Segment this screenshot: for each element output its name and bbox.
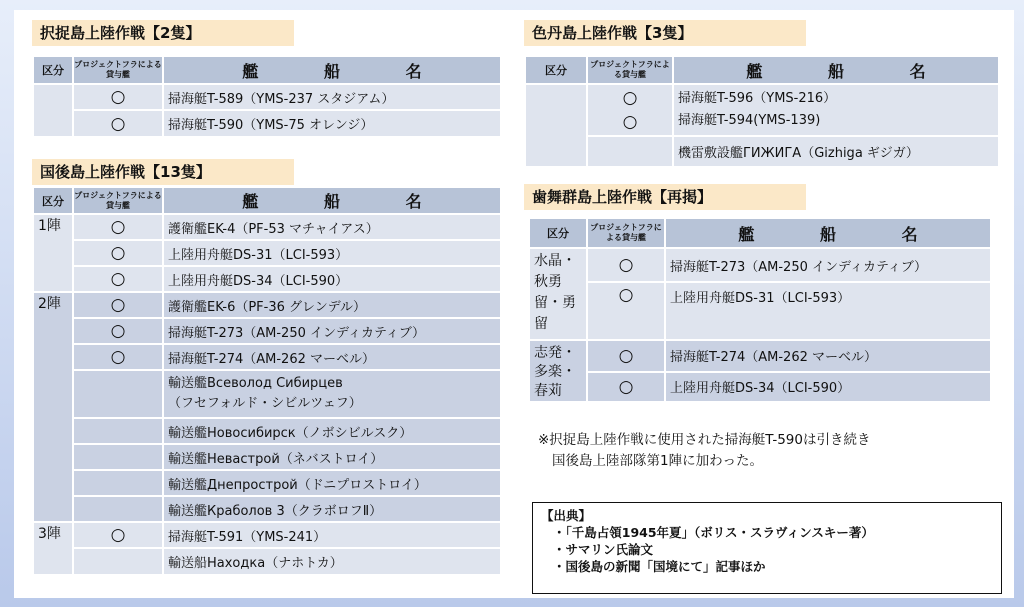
- ship-name: 上陸用舟艇DS-34（LCI-590）: [163, 266, 501, 292]
- etorofu-heading: 択捉島上陸作戦【2隻】: [32, 20, 294, 46]
- ship-name-line1: 輸送艦Всеволод Сибирцев: [168, 376, 343, 391]
- ship-name: 上陸用舟艇DS-34（LCI-590）: [665, 372, 991, 401]
- mark-row1: ○: [622, 88, 638, 108]
- ship-name-row2: 掃海艇T-594(YMS-139): [678, 113, 821, 128]
- table-row: [33, 110, 501, 136]
- footnote-line1: ※択捉島上陸作戦に使用された掃海艇T-590は引き続き: [538, 432, 871, 448]
- col-kubun: 区分: [529, 218, 587, 248]
- mark-cell: [73, 548, 163, 574]
- col-kubun: 区分: [525, 56, 587, 84]
- ship-name: [163, 370, 501, 418]
- col-kubun: 区分: [33, 187, 73, 214]
- source-item: ・サマリン氏論文: [553, 542, 654, 557]
- col-ships: 艦 船 名: [163, 56, 501, 84]
- col-project: プロジェクトフラによる貸与艦: [587, 218, 665, 248]
- kubun-cell: [525, 84, 587, 166]
- mark-cell: ○: [587, 248, 665, 282]
- group-1: 水晶・秋勇留・勇留: [529, 248, 587, 340]
- mark-cell: [73, 418, 163, 444]
- group-2: 2陣: [33, 292, 73, 522]
- table-row: [33, 292, 501, 318]
- mark-cell: [587, 84, 673, 136]
- mark-row2: ○: [622, 112, 638, 132]
- table-row: [529, 340, 991, 372]
- mark-cell: ○: [587, 282, 665, 340]
- footnote: [538, 430, 870, 472]
- col-project: プロジェクトフラによる貸与艦: [73, 56, 163, 84]
- ship-name: 護衛艦EK-6（PF-36 グレンデル）: [163, 292, 501, 318]
- ship-name: 掃海艇T-589（YMS-237 スタジアム）: [163, 84, 501, 110]
- table-row: [33, 548, 501, 574]
- col-ships: 艦 船 名: [665, 218, 991, 248]
- ship-name: 掃海艇T-274（AM-262 マーベル）: [665, 340, 991, 372]
- ship-name-line2: （フセフォルド・シビルツェフ）: [168, 396, 362, 411]
- shikotan-heading: 色丹島上陸作戦【3隻】: [524, 20, 806, 46]
- mark-cell: [73, 470, 163, 496]
- group-1: 1陣: [33, 214, 73, 292]
- table-row: [525, 84, 999, 136]
- col-ships: 艦 船 名: [163, 187, 501, 214]
- ship-name: 掃海艇T-590（YMS-75 オレンジ）: [163, 110, 501, 136]
- ship-name: 輸送船Находка（ナホトカ）: [163, 548, 501, 574]
- mark-cell: [73, 496, 163, 522]
- shikotan-table: [524, 55, 1000, 166]
- group-2: 志発・多楽・春苅: [529, 340, 587, 401]
- col-project: プロジェクトフラによる貸与艦: [73, 187, 163, 214]
- table-row: [33, 84, 501, 110]
- ship-name: 輸送艦Новосибирск（ノボシビルスク）: [163, 418, 501, 444]
- col-project: プロジェクトフラによる貸与艦: [587, 56, 673, 84]
- ship-name: 掃海艇T-273（AM-250 インディカティブ）: [665, 248, 991, 282]
- kubun-cell: [33, 84, 73, 136]
- ship-name: 護衛艦EK-4（PF-53 マチャイアス）: [163, 214, 501, 240]
- ship-name: [673, 84, 999, 136]
- table-row: [33, 522, 501, 548]
- table-row: [33, 240, 501, 266]
- habomai-heading: 歯舞群島上陸作戦【再掲】: [524, 184, 806, 210]
- mark-cell: ○: [73, 522, 163, 548]
- mark-cell: ○: [73, 84, 163, 110]
- table-row: [33, 344, 501, 370]
- table-row: [33, 214, 501, 240]
- mark-cell: ○: [73, 318, 163, 344]
- kunashiri-table: [32, 186, 502, 574]
- table-row: [33, 370, 501, 418]
- mark-cell: ○: [73, 266, 163, 292]
- kunashiri-heading: 国後島上陸作戦【13隻】: [32, 159, 294, 185]
- table-row: [529, 282, 991, 340]
- document-page: [14, 10, 1014, 598]
- ship-name: 上陸用舟艇DS-31（LCI-593）: [163, 240, 501, 266]
- mark-cell: ○: [73, 240, 163, 266]
- mark-cell: ○: [587, 372, 665, 401]
- ship-name: 上陸用舟艇DS-31（LCI-593）: [665, 282, 991, 340]
- mark-cell: [73, 444, 163, 470]
- table-row: [33, 496, 501, 522]
- mark-cell: ○: [73, 214, 163, 240]
- table-row: [33, 266, 501, 292]
- ship-name: 機雷敷設艦ГИЖИГА（Gizhiga ギジガ）: [673, 136, 999, 166]
- mark-cell: [73, 370, 163, 418]
- sources-title: 【出典】: [541, 508, 592, 523]
- mark-cell: ○: [73, 110, 163, 136]
- ship-name: 輸送艦Днепрострой（ドニプロストロイ）: [163, 470, 501, 496]
- group-3: 3陣: [33, 522, 73, 574]
- mark-cell: [587, 136, 673, 166]
- mark-cell: ○: [73, 292, 163, 318]
- sources-box: [532, 502, 1002, 594]
- table-row: [33, 318, 501, 344]
- etorofu-table: [32, 55, 502, 136]
- ship-name: 輸送艦Невастрой（ネバストロイ）: [163, 444, 501, 470]
- mark-cell: ○: [587, 340, 665, 372]
- ship-name-row1: 掃海艇T-596（YMS-216）: [678, 91, 837, 106]
- table-row: [33, 470, 501, 496]
- footnote-line2: 国後島上陸部隊第1陣に加わった。: [552, 453, 763, 469]
- ship-name: 掃海艇T-274（AM-262 マーベル）: [163, 344, 501, 370]
- ship-name: 掃海艇T-591（YMS-241）: [163, 522, 501, 548]
- ship-name: 輸送艦Краболов 3（クラボロフⅡ）: [163, 496, 501, 522]
- table-row: [525, 136, 999, 166]
- table-row: [33, 444, 501, 470]
- source-item: ・「千島占領1945年夏」（ボリス・スラヴィンスキー著）: [553, 525, 874, 540]
- table-row: [529, 372, 991, 401]
- source-item: ・国後島の新聞「国境にて」記事ほか: [553, 559, 766, 574]
- mark-cell: ○: [73, 344, 163, 370]
- table-row: [529, 248, 991, 282]
- col-ships: 艦 船 名: [673, 56, 999, 84]
- col-kubun: 区分: [33, 56, 73, 84]
- habomai-table: [528, 217, 992, 401]
- ship-name: 掃海艇T-273（AM-250 インディカティブ）: [163, 318, 501, 344]
- table-row: [33, 418, 501, 444]
